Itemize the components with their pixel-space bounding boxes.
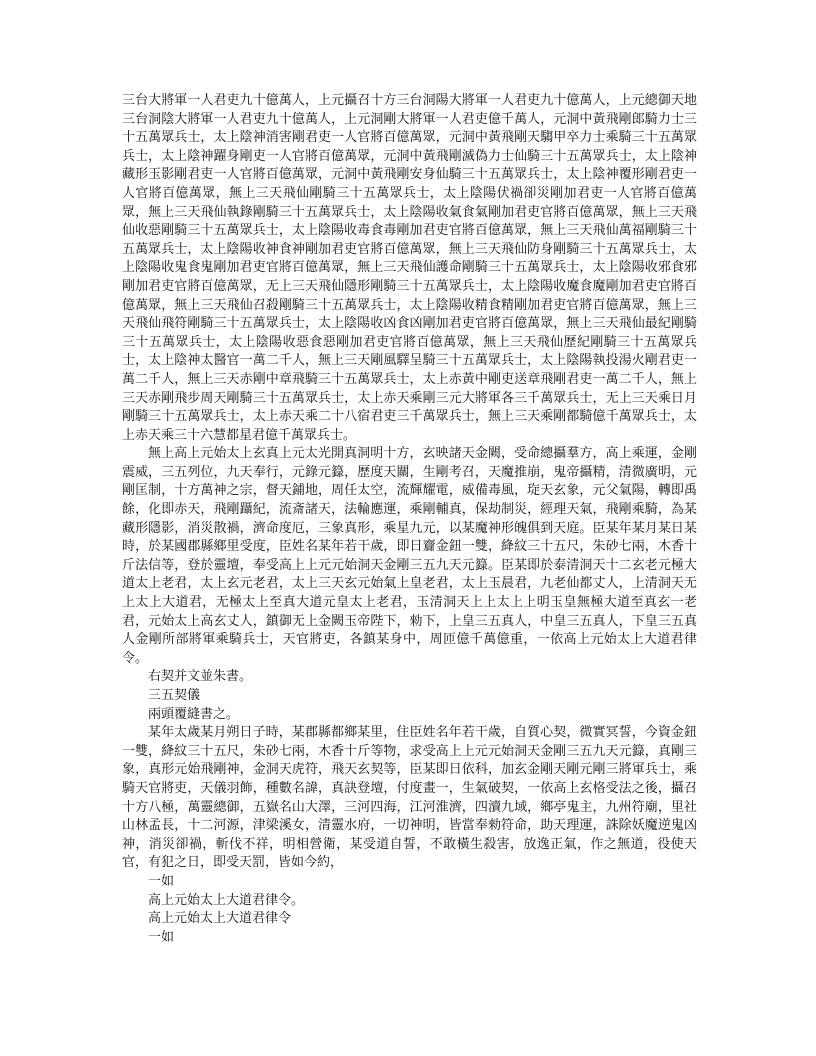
instruction-line: 兩頭覆縫書之。 xyxy=(148,706,240,722)
officials-roster-paragraph: 三台大將軍一人君吏九十億萬人，上元攝召十方三台洞陽大將軍一人君吏九十億萬人，上元總御天地三台洞陰大將軍一人君吏九十億萬人，上元洞剛大將軍一人君吏億千萬人，元洞中黃飛剛郎騎力士三十五萬眾兵士，太上陰神消害剛君吏一人官將百億萬眾，元洞中黃飛剛天騶甲卒力士乘騎三十五萬眾兵士，太上陰神躍身剛吏一人官將百億萬眾，元洞中黃飛剛滅偽力士仙騎三十五萬眾兵士，太上陰神藏形玉影剛君吏一人官將百億萬眾，元洞中黃飛剛安身仙騎三十五萬眾兵士，太上陰神覆形剛君吏一人官將百億萬眾，無上三天飛仙剛騎三十五萬眾兵士，太上陰陽伏禍卻災剛加君吏一人官將百億萬眾，無上三天飛仙執錄剛騎三十五萬眾兵士，太上陰陽收氣食氣剛加君吏官將百億萬眾，無上三天飛仙收惡剛騎三十五萬眾兵士，太上陰陽收毒食毒剛加君吏官將百億萬眾，無上三天飛仙萬福剛騎三十五萬眾兵士，太上陰陽收神食神剛加君吏官將百億萬眾，無上三天飛仙防身剛騎三十五萬眾兵士，太上陰陽收鬼食鬼剛加君吏官將百億萬眾，無上三天飛仙護命剛騎三十五萬眾兵士，太上陰陽收邪食邪剛加君吏官將百億萬眾，无上三天飛仙隱形剛騎三十五萬眾兵士，太上陰陽收魔食魔剛加君吏官將百億萬眾，無上三天飛仙召殺剛騎三十五萬眾兵士，太上陰陽收精食精剛加君吏官將百億萬眾，無上三天飛仙飛符剛騎三十五萬眾兵士，太上陰陽收凶食凶剛加君吏官將百億萬眾，無上三天飛仙最紀剛騎三十五萬眾兵士，太上陰陽收惡食惡剛加君吏官將百億萬眾，無上三天飛仙歷紀剛騎三十五萬眾兵士，太上陰神太醫官一萬二千人，無上三天剛風驛呈騎三十五萬眾兵士，太上陰陽執投湯火剛君吏一萬二千人，無上三天赤剛中章飛騎三十五萬眾兵士，太上赤黃中剛吏送章飛剛君吏一萬二千人，無上三天赤剛飛步周天剛騎三十五萬眾兵士，太上赤天乘剛三元大將軍各三千萬眾兵士，无上三天乘日月剛騎三十五萬眾兵士，太上赤天乘二十八宿君吏三千萬眾兵士，無上三天乘剛都騎億千萬眾兵士，太上赤天乘三十六慧都星君億千萬眾兵士。 xyxy=(122,93,697,443)
oath-paragraph: 某年太歲某月朔日子時，某郡縣都鄉某里，住臣姓名年若干歲，自質心契，微實冥誓，今資金鈕一雙，絳紋三十五尺，朱砂七兩，木香十斤等物，求受高上上元元始洞天金剛三五九天元籙，真剛三象，真形元始飛剛神，金洞天虎符，飛天玄契等，臣某即日依科，加玄金剛天剛元剛三將軍兵士，乘騎天官將吏，天儀羽飾，種數名諱，真訣登壇，付度畫一，生氣破契，一依高上玄格受法之後，攝召十方八極，萬靈總御，五嶽名山大澤，三河四海，江河淮濟，四瀆九域，鄉亭鬼主，九州符廟，里社山林孟長，十二河源，津梁溪女，清靈水府，一切神明，皆當奉勑符命，助天理運，誅除妖魔逆鬼凶神，消災卻禍，斬伐不祥，明相營衛，某受道自誓，不敢橫生殺害，放逸正氣，作之無道，役使天官，有犯之日，即受天罰，皆如今約， xyxy=(122,725,697,871)
closing-line-4: 一如 xyxy=(148,929,175,945)
contract-note-line: 右契并文並朱書。 xyxy=(148,669,253,685)
closing-line-1: 一如 xyxy=(148,873,175,889)
section-title: 三五契儀 xyxy=(148,688,201,703)
document-body xyxy=(122,92,697,947)
closing-line-2: 高上元始太上大道君律令。 xyxy=(148,892,305,908)
invocation-paragraph: 無上高上元始太上玄真上元太光開真洞明十方，玄映諸天金闕，受命總攝羣方，高上乘運，金剛震威，三五列位，九天奉行，元錄元籙，歷度天關，生剛考召，天魔推崩，鬼帝攝精，清微廣明，元剛匡制，十方萬神之宗，督天鋪地，周任太空，流輝耀電，威備毒風，琁天玄象，元父氣陽，轉即禹餘，化即赤天，飛剛躡紀，流斎諸天，法輪應運，乘剛輔真，保劫制災，經理天氣，飛剛乘騎，為某藏形隱影，消災散禍，濟命度厄，三象真形，乘星九元，以某魔神形魄俱到天庭。臣某年某月某日某時，於某國郡縣鄉里受度，臣姓名某年若干歲，即日齎金鈕一雙，絳紋三十五尺，朱砂七兩，木香十斤法信等，登於靈壇，奉受高上上元元始洞天金剛三五九天元籙。臣某即於泰清洞天十二玄老元極大道太上老君，太上玄元老君，太上三天玄元始氣上皇老君，太上玉晨君，九老仙都丈人，上清洞天无上太上大道君，无極太上至真大道元皇太上老君，玉清洞天上上太上上明玉皇無極大道至真玄一老君，元始太上高玄丈人，鎮御无上金闕玉帝陛下，勑下，上皇三五真人，中皇三五真人，下皇三五真人金剛所部將軍乘騎兵士，天官將吏，各鎮某身中，周匝億千萬億重，一依高上元始太上大道君律令。 xyxy=(122,446,697,666)
closing-line-3: 高上元始太上大道君律令 xyxy=(148,911,292,927)
